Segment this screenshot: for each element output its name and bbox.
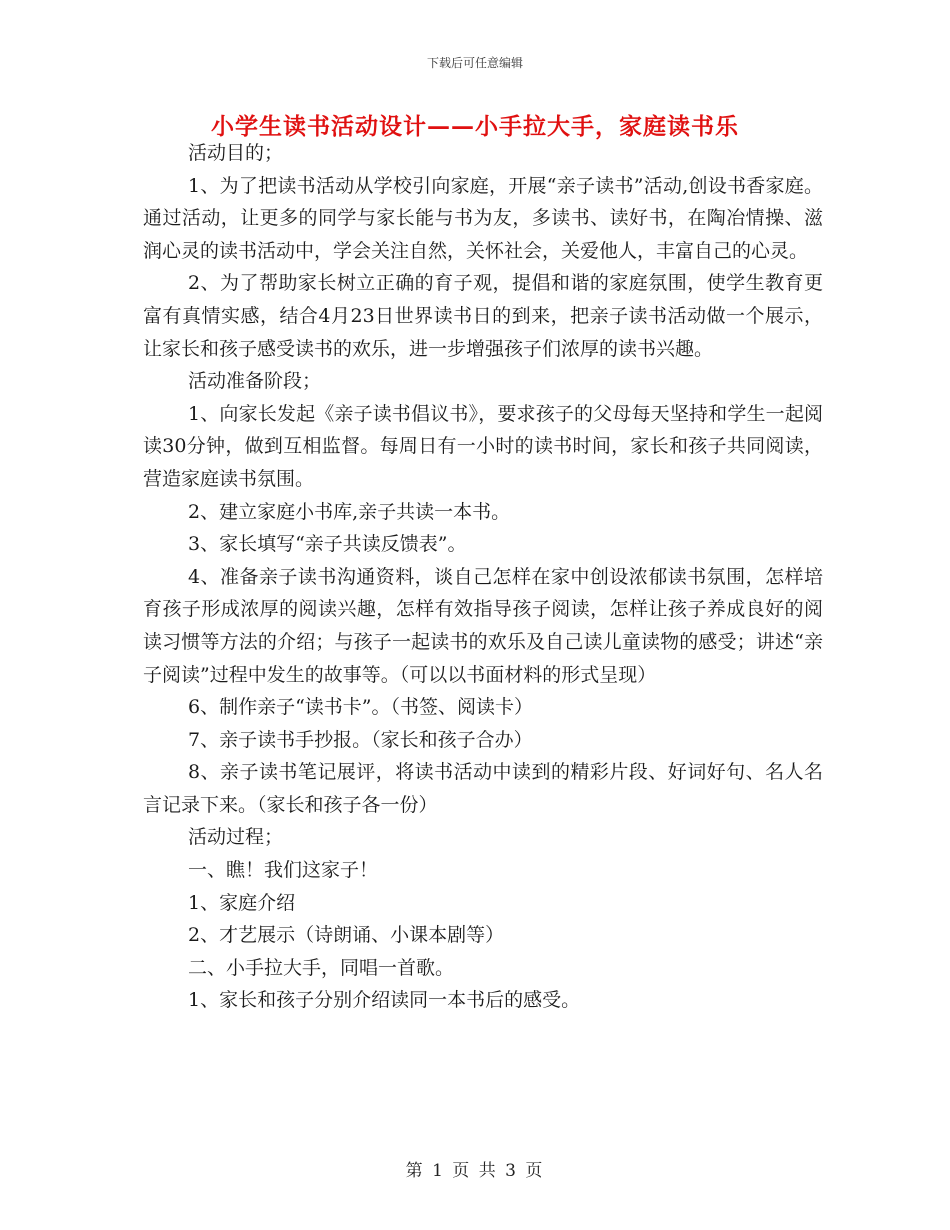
purpose-paragraph-1: 1、为了把读书活动从学校引向家庭，开展“亲子读书”活动,创设书香家庭。通过活动，让更多的同学与家长能与书为友，多读书、读好书，在陶冶情操、滋润心灵的读书活动中，学会关注自然，关怀社会，关爱他人，丰富自己的心灵。: [143, 174, 823, 262]
process-part-2: 二、小手拉大手，同唱一首歌。: [188, 956, 455, 979]
process-part-1-item-1: 1、家庭介绍: [188, 891, 296, 914]
header-note: 下载后可任意编辑: [426, 56, 523, 70]
document-title: 小学生读书活动设计——小手拉大手，家庭读书乐: [211, 113, 739, 140]
prep-item-4: 4、准备亲子读书沟通资料，谈自己怎样在家中创设浓郁读书氛围，怎样培育孩子形成浓厚的阅读兴趣，怎样有效指导孩子阅读，怎样让孩子养成良好的阅读习惯等方法的介绍；与孩子一起读书的欢乐及自己读儿童读物的感受；讲述“亲子阅读”过程中发生的故事等。（可以以书面材料的形式呈现）: [143, 565, 823, 686]
document-body: [143, 137, 823, 1017]
prep-item-6: 6、制作亲子“读书卡”。（书签、阅读卡）: [188, 696, 534, 719]
prep-item-1: 1、向家长发起《亲子读书倡议书》，要求孩子的父母每天坚持和学生一起阅读30分钟，做到互相监督。每周日有一小时的读书时间，家长和孩子共同阅读，营造家庭读书氛围。: [143, 402, 823, 490]
purpose-paragraph-2: 2、为了帮助家长树立正确的育子观，提倡和谐的家庭氛围，使学生教育更富有真情实感，结合4月23日世界读书日的到来，把亲子读书活动做一个展示，让家长和孩子感受读书的欢乐，进一步增强孩子们浓厚的读书兴趣。: [143, 272, 823, 360]
process-part-1: 一、瞧！我们这家子！: [188, 859, 379, 882]
process-part-1-item-2: 2、才艺展示（诗朗诵、小课本剧等）: [188, 924, 505, 947]
prep-item-7: 7、亲子读书手抄报。（家长和孩子合办）: [188, 728, 533, 751]
purpose-heading: 活动目的；: [188, 142, 284, 164]
prep-item-8: 8、亲子读书笔记展评，将读书活动中读到的精彩片段、好词好句、名人名言记录下来。（家长和孩子各一份）: [143, 761, 823, 816]
prep-heading: 活动准备阶段；: [188, 370, 322, 393]
process-part-2-item-1: 1、家长和孩子分别介绍读同一本书后的感受。: [188, 989, 581, 1012]
process-heading: 活动过程；: [188, 826, 284, 849]
prep-item-2: 2、建立家庭小书库,亲子共读一本书。: [188, 500, 511, 523]
prep-item-3: 3、家长填写“亲子共读反馈表”。: [188, 533, 467, 556]
page-footer: 第 1 页 共 3 页: [405, 1161, 545, 1181]
